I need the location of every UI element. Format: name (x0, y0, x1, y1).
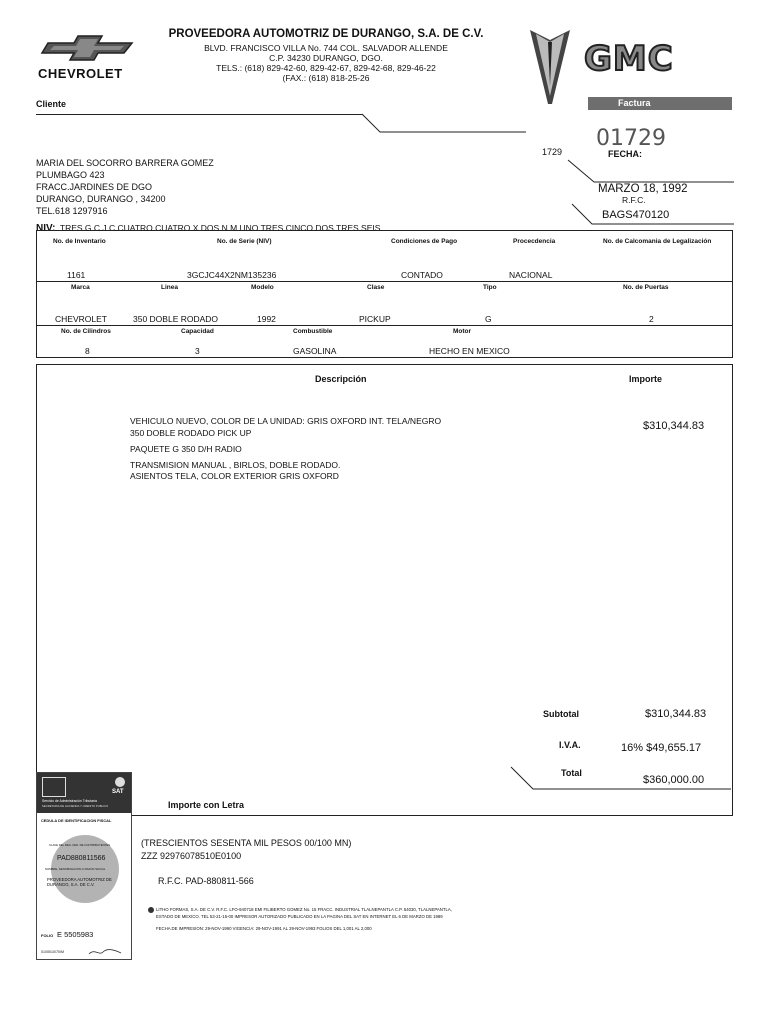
row2-divider (37, 325, 732, 326)
modelo-label: Modelo (251, 284, 274, 291)
sat-text: SAT (112, 789, 124, 795)
iva-label: I.V.A. (559, 740, 581, 750)
cliente-divider (360, 112, 530, 136)
marca-value: CHEVROLET (55, 314, 107, 324)
pontiac-arrowhead-icon (528, 26, 572, 108)
amount-words: (TRESCIENTOS SESENTA MIL PESOS 00/100 MN) (141, 838, 352, 848)
chevrolet-logo (36, 32, 146, 84)
gmc-wordmark: GMC (584, 39, 674, 79)
fecha-value: MARZO 18, 1992 (598, 183, 688, 195)
sat-subtitle: SECRETARIA DE HACIENDA Y CREDITO PUBLICO (42, 804, 109, 808)
combustible-label: Combustible (293, 328, 333, 335)
client-city: DURANGO, DURANGO , 34200 (36, 194, 166, 204)
fiscal-footer-left: 01/05/10/70/M (41, 950, 64, 954)
puertas-value: 2 (649, 314, 654, 324)
total-label: Total (561, 768, 582, 778)
niv-label: NIV: (36, 223, 56, 234)
calcomania-label: No. de Calcomania de Legalización (603, 238, 712, 245)
serie-label: No. de Serie (NIV) (217, 238, 272, 245)
item-line-1: VEHICULO NUEVO, COLOR DE LA UNIDAD: GRIS OXFORD INT. TELA/NEGRO (130, 416, 442, 426)
company-address-1: BLVD. FRANCISCO VILLA No. 744 COL. SALVADOR ALLENDE (204, 43, 448, 53)
tipo-label: Tipo (483, 284, 497, 291)
modelo-value: 1992 (257, 314, 276, 324)
fiscal-folio-label: FOLIO (41, 933, 54, 938)
cliente-underline (36, 114, 362, 115)
folio-large: 01729 (596, 126, 666, 151)
fiscal-name-label: NOMBRE, DENOMINACION O RAZON SOCIAL (45, 867, 106, 871)
company-address-2: C.P. 34230 DURANGO, DGO. (269, 53, 383, 63)
rfc-value: BAGS470120 (602, 209, 670, 221)
total-value: $360,000.00 (643, 774, 705, 786)
printer-line-3: FECHA DE IMPRESION: 29-NOV-1990 VIGENCIA: 29-NOV-1991 AL 29-NOV-1993 FOLIOS DEL 1,001 AL 2,000 (156, 926, 372, 931)
fecha-divider (560, 158, 736, 186)
folio-small: 1729 (542, 147, 563, 157)
fiscal-signature (87, 947, 123, 957)
inventario-value: 1161 (67, 270, 86, 280)
item-importe: $310,344.83 (643, 420, 705, 432)
sat-dots-icon (115, 777, 125, 787)
descripcion-header: Descripción (315, 374, 367, 384)
iva-value: 16% $49,655.17 (621, 742, 702, 754)
subtotal-label: Subtotal (543, 709, 579, 719)
puertas-label: No. de Puertas (623, 284, 669, 291)
combustible-value: GASOLINA (293, 346, 337, 356)
sat-badge (37, 773, 131, 813)
rfc-label: R.F.C. (622, 195, 646, 205)
client-phone: TEL.618 1297916 (36, 206, 108, 216)
fiscal-card (36, 772, 132, 960)
importe-letra-label: Importe con Letra (168, 800, 245, 810)
client-name: MARIA DEL SOCORRO BARRERA GOMEZ (36, 158, 214, 168)
importe-header: Importe (629, 374, 663, 384)
chevrolet-bowtie-icon (40, 34, 140, 62)
condiciones-value: CONTADO (401, 270, 443, 280)
item-line-3: PAQUETE G 350 D/H RADIO (130, 444, 242, 454)
shcp-logo-icon (42, 777, 66, 797)
procedencia-label: Procecdencia (513, 238, 556, 245)
item-line-5: ASIENTOS TELA, COLOR EXTERIOR GRIS OXFORD (130, 471, 339, 481)
printer-dot-icon (148, 907, 154, 913)
linea-value: 350 DOBLE RODADO (133, 314, 219, 324)
niv-value: TRES G C J C CUATRO CUATRO X DOS N M UNO TRES CINCO DOS TRES SEIS (59, 223, 381, 233)
sat-org-name: Servicio de Administración Tributaria (42, 799, 97, 803)
marca-label: Marca (71, 284, 90, 291)
linea-label: Linea (161, 284, 178, 291)
fecha-label: FECHA: (608, 149, 642, 159)
serie-value: 3GCJC44X2NM135236 (187, 270, 277, 280)
amount-code: ZZZ 92976078510E0100 (141, 851, 242, 861)
cilindros-value: 8 (85, 346, 90, 356)
motor-label: Motor (453, 328, 472, 335)
client-street: PLUMBAGO 423 (36, 170, 105, 180)
company-name: PROVEEDORA AUTOMOTRIZ DE DURANGO, S.A. DE C.V. (168, 28, 484, 40)
client-colony: FRACC.JARDINES DE DGO (36, 182, 153, 192)
gmc-logo (584, 39, 704, 79)
clase-value: PICKUP (359, 314, 391, 324)
item-line-4: TRANSMISION MANUAL , BIRLOS, DOBLE RODADO. (130, 460, 341, 470)
condiciones-label: Condiciones de Pago (391, 238, 458, 245)
fiscal-folio-value: E 5505983 (57, 930, 94, 939)
factura-label: Factura (618, 98, 651, 108)
factura-banner (588, 97, 732, 110)
chevrolet-wordmark: CHEVROLET (38, 66, 123, 81)
issuer-rfc: R.F.C. PAD-880811-566 (158, 876, 254, 886)
row1-divider (37, 281, 732, 282)
vehicle-data-box (36, 230, 733, 358)
pontiac-logo (528, 26, 572, 108)
subtotal-value: $310,344.83 (645, 708, 707, 720)
procedencia-value: NACIONAL (509, 270, 553, 280)
printer-line-2: ESTADO DE MEXICO. TEL 53-21-15-00 IMPRESOR AUTORIZADO PUBLICADO EN LA PAGINA DEL SAT EN INTERNET EL 6 DE MARZO DE 1989 (156, 914, 443, 919)
item-line-2: 350 DOBLE RODADO PICK UP (130, 428, 252, 438)
capacidad-value: 3 (195, 346, 200, 356)
fiscal-card-title: CEDULA DE IDENTIFICACION FISCAL (41, 818, 112, 823)
cilindros-label: No. de Cilindros (61, 328, 111, 335)
fiscal-name-value: PROVEEDORA AUTOMOTRIZ DE DURANGO, S.A. DE C.V. (47, 877, 112, 887)
tipo-value: G (485, 314, 492, 324)
clase-label: Clase (367, 284, 385, 291)
company-phones: TELS.: (618) 829-42-60, 829-42-67, 829-42-68, 829-46-22 (216, 63, 436, 73)
company-fax: (FAX.: (618) 818-25-26 (282, 73, 370, 83)
inventario-label: No. de Inventario (53, 238, 106, 245)
printer-line-1: LITHO FORMAS, S.A. DE C.V. R.F.C. LFO-940718 EMI FILIBERTO GOMEZ No. 15 FRACC. INDUSTRIAL TLALNEPANTLA C.P. 54030, TLALNEPANTLA, (156, 907, 452, 912)
motor-value: HECHO EN MEXICO (429, 346, 510, 356)
cliente-label: Cliente (36, 99, 67, 109)
fiscal-rfc-value: PAD880811566 (57, 855, 106, 862)
fiscal-rfc-label: CLAVE DEL REG. FED. DE CONTRIBUYENTES (49, 843, 111, 847)
capacidad-label: Capacidad (181, 328, 214, 335)
description-box (36, 364, 733, 816)
